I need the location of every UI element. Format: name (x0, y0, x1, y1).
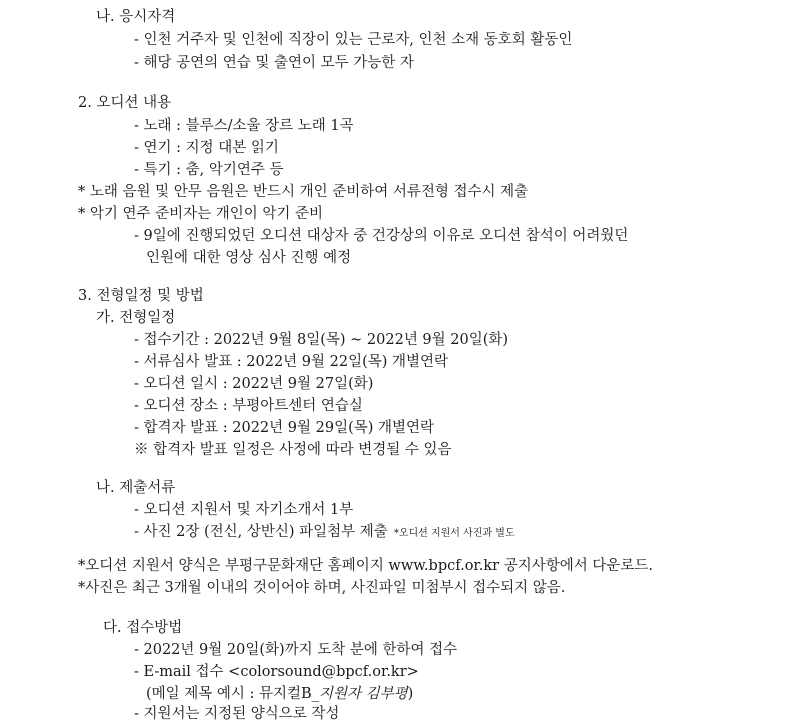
list-item: - 오디션 지원서 및 자기소개서 1부 (134, 502, 354, 518)
note-subline: - 9일에 진행되었던 오디션 대상자 중 건강상의 이유로 오디션 참석이 어려웠던 (134, 228, 629, 244)
note-line-photo: *사진은 최근 3개월 이내의 것이어야 하며, 사진파일 미첨부시 접수되지 않음. (78, 580, 566, 596)
small-note: *오디션 지원서 사진과 별도 (393, 528, 515, 539)
list-item: - 2022년 9월 20일(화)까지 도착 분에 한하여 접수 (134, 642, 458, 658)
subject-suffix: ) (407, 686, 414, 702)
list-item: - 합격자 발표 : 2022년 9월 29일(목) 개별연락 (134, 420, 435, 436)
subsection-heading-documents: 나. 제출서류 (96, 480, 176, 496)
list-item: - 인천 거주자 및 인천에 직장이 있는 근로자, 인천 소재 동호회 활동인 (134, 32, 573, 48)
email-subject-example (146, 683, 413, 705)
section-heading-audition-content: 2. 오디션 내용 (78, 95, 172, 111)
note-line-download: *오디션 지원서 양식은 부평구문화재단 홈페이지 www.bpcf.or.kr 공지사항에서 다운로드. (78, 558, 653, 574)
list-item-text: - 사진 2장 (전신, 상반신) 파일첨부 제출 (134, 524, 388, 540)
note-line: * 노래 음원 및 안무 음원은 반드시 개인 준비하여 서류전형 접수시 제출 (78, 184, 529, 200)
list-item: - 지원서는 지정된 양식으로 작성 (134, 706, 340, 722)
list-item-email (134, 661, 419, 683)
list-item: - 오디션 장소 : 부평아트센터 연습실 (134, 398, 363, 414)
list-item: - 접수기간 : 2022년 9월 8일(목) ~ 2022년 9월 20일(화) (134, 332, 509, 348)
note-line: ※ 합격자 발표 일정은 사정에 따라 변경될 수 있음 (134, 442, 452, 458)
list-item: - 특기 : 춤, 악기연주 등 (134, 162, 284, 178)
email-label: - E-mail 접수 (134, 664, 229, 680)
subject-prefix: (메일 제목 예시 : 뮤지컬B_ (146, 686, 319, 702)
note-subline: 인원에 대한 영상 심사 진행 예정 (146, 250, 352, 266)
note-line: * 악기 연주 준비자는 개인이 악기 준비 (78, 206, 324, 222)
list-item: - 해당 공연의 연습 및 출연이 모두 가능한 자 (134, 55, 414, 71)
subject-italic: 지원자 김부평 (318, 686, 408, 702)
list-item: - 오디션 일시 : 2022년 9월 27일(화) (134, 376, 374, 392)
list-item (134, 521, 515, 545)
email-address[interactable]: <colorsound@bpcf.or.kr> (228, 664, 419, 680)
list-item: - 연기 : 지정 대본 읽기 (134, 140, 279, 156)
section-heading-schedule: 3. 전형일정 및 방법 (78, 288, 204, 304)
subsection-heading-submission: 다. 접수방법 (103, 620, 183, 636)
section-heading-eligibility: 나. 응시자격 (96, 9, 176, 25)
subsection-heading-schedule: 가. 전형일정 (96, 310, 176, 326)
list-item: - 서류심사 발표 : 2022년 9월 22일(목) 개별연락 (134, 354, 449, 370)
list-item: - 노래 : 블루스/소울 장르 노래 1곡 (134, 118, 354, 134)
